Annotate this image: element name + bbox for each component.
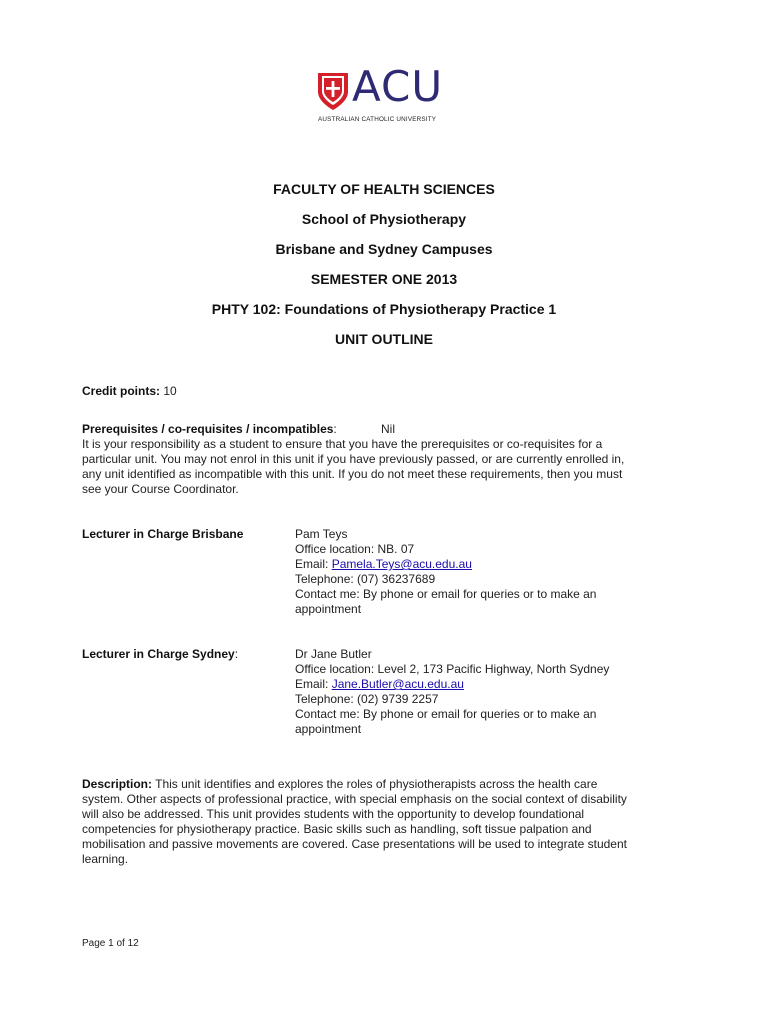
lecturer-sydney-email-link[interactable]: Jane.Butler@acu.edu.au [331,677,464,691]
lecturer-sydney-name: Dr Jane Butler [295,647,372,661]
credit-points-value: 10 [163,384,177,398]
description-line: competencies for physiotherapy practice. Basic skills such as handling, soft tissue palpation and [82,822,592,836]
description [82,777,678,867]
acu-logo [317,62,457,128]
description-first-line [82,777,678,792]
campus-heading: Brisbane and Sydney Campuses [275,241,493,257]
prerequisites-note-line: see your Course Coordinator. [82,482,239,496]
prerequisites-note-line: any unit identified as incompatible with this unit. If you do not meet these requirements, then you must [82,467,623,481]
lecturer-sydney-label: Lecturer in Charge Sydney [82,647,235,661]
description-line: mobilisation and passive movements are covered. Case presentations will be used to integrate student [82,837,627,851]
prerequisites-note [82,437,678,497]
lecturer-brisbane-label: Lecturer in Charge Brisbane [82,527,244,541]
lecturer-brisbane-contact-cont: appointment [295,602,362,616]
unit-outline-heading: UNIT OUTLINE [335,331,433,347]
lecturer-brisbane-contact: Contact me: By phone or email for queries or to make an [295,587,597,601]
lecturer-brisbane-telephone: Telephone: (07) 36237689 [295,572,436,586]
credit-points: Credit points: 10 [82,384,177,398]
lecturer-sydney-office: Office location: Level 2, 173 Pacific Highway, North Sydney [295,662,610,676]
lecturer-brisbane-office: Office location: NB. 07 [295,542,415,556]
semester-heading: SEMESTER ONE 2013 [310,271,458,287]
school-heading: School of Physiotherapy [301,211,467,227]
credit-points-label: Credit points [82,384,156,398]
logo-wordmark: ACU [352,62,444,111]
prerequisites-value: Nil [381,422,395,436]
email-label: Email: [295,557,332,571]
page-number: Page 1 of 12 [82,938,139,949]
lecturer-brisbane-email-row [295,557,472,572]
prerequisites-row: Prerequisites / co-requisites / incompatibles: [82,422,337,436]
description-label: Description: [82,777,153,791]
prerequisites-note-line: It is your responsibility as a student to ensure that you have the prerequisites or co-requisites for a [82,437,603,451]
description-line: learning. [82,852,129,866]
faculty-heading: FACULTY OF HEALTH SCIENCES [273,181,495,197]
logo-subtitle: AUSTRALIAN CATHOLIC UNIVERSITY [318,116,437,123]
description-line: will also be addressed. This unit provides students with the opportunity to develop foundational [82,807,585,821]
shield-icon [317,72,349,112]
unit-title-heading: PHTY 102: Foundations of Physiotherapy Practice 1 [211,301,557,317]
lecturer-sydney-label-row: Lecturer in Charge Sydney: [82,647,239,661]
description-line: This unit identifies and explores the roles of physiotherapists across the health care [152,777,598,791]
lecturer-sydney-email-row [295,677,464,692]
lecturer-brisbane-email-link[interactable]: Pamela.Teys@acu.edu.au [331,557,472,571]
prerequisites-label: Prerequisites / co-requisites / incompatibles [82,422,334,436]
lecturer-sydney-telephone: Telephone: (02) 9739 2257 [295,692,439,706]
description-line: system. Other aspects of professional practice, with special emphasis on the social context of disability [82,792,627,806]
email-label: Email: [295,677,332,691]
lecturer-brisbane-name: Pam Teys [295,527,348,541]
prerequisites-note-line: particular unit. You may not enrol in this unit if you have previously passed, or are currently enrolled in, [82,452,625,466]
lecturer-sydney-contact-cont: appointment [295,722,362,736]
lecturer-sydney-contact: Contact me: By phone or email for queries or to make an [295,707,597,721]
